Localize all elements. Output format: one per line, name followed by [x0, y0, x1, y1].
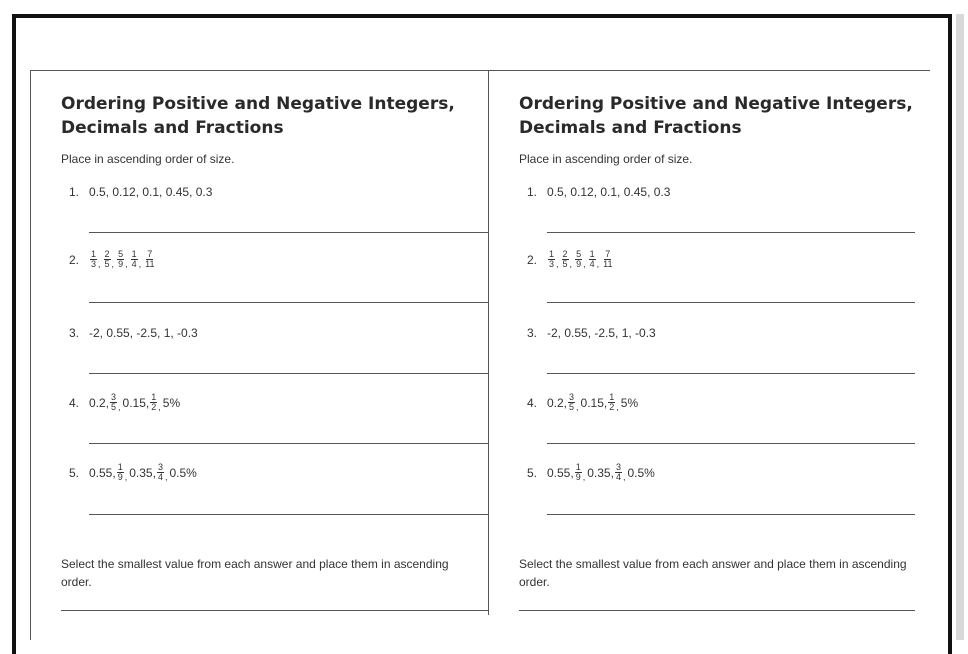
answer-line-4[interactable] — [89, 443, 489, 444]
question-2: 2. $\frac{1}{3}$ , $\frac{2}{5}$ , $\frac{5}{9}$ , $\frac{1}{4}$ , $\frac{7}{11}$ — [527, 249, 613, 269]
question-number: 1. — [527, 185, 538, 199]
question-number: 2. — [527, 252, 538, 267]
fraction: $\frac{3}{4}$ — [157, 462, 163, 482]
fraction: $\frac{1}{4}$ — [131, 249, 137, 269]
question-number: 5. — [527, 465, 538, 480]
question-number: 3. — [527, 326, 538, 340]
answer-line-1[interactable] — [547, 232, 915, 233]
question-text: -2, 0.55, -2.5, 1, -0.3 — [547, 326, 656, 340]
question-3 — [69, 326, 198, 340]
value-text: 5% — [620, 395, 639, 410]
fraction: $\frac{1}{3}$ — [549, 249, 555, 269]
value-text: 0.2, — [547, 395, 568, 410]
fraction: $\frac{2}{5}$ — [104, 249, 110, 269]
value-text: 0.55, — [89, 465, 116, 480]
fraction: $\frac{1}{3}$ — [91, 249, 97, 269]
title-line-1: Ordering Positive and Negative Integers, — [519, 94, 913, 114]
question-number: 3. — [69, 326, 80, 340]
fraction: $\frac{3}{5}$ — [111, 392, 117, 412]
question-text: -2, 0.55, -2.5, 1, -0.3 — [89, 326, 198, 340]
answer-line-1[interactable] — [89, 232, 489, 233]
question-3 — [527, 326, 656, 340]
question-number: 2. — [69, 252, 80, 267]
question-5: 5. 0.55, $\frac{1}{9}$ , 0.35, $\frac{3}{4}$ , 0.5% — [527, 462, 655, 482]
value-text: 5% — [162, 395, 181, 410]
fraction: $\frac{2}{5}$ — [562, 249, 568, 269]
column-divider — [488, 70, 489, 615]
question-number: 5. — [69, 465, 80, 480]
answer-line-2[interactable] — [547, 302, 915, 303]
value-text: 0.15, — [580, 395, 608, 410]
answer-line-5[interactable] — [89, 514, 489, 515]
final-answer-line[interactable] — [61, 610, 489, 611]
fraction: $\frac{1}{2}$ — [609, 392, 615, 412]
title-line-1: Ordering Positive and Negative Integers, — [61, 94, 455, 114]
title-line-2: Decimals and Fractions — [519, 118, 742, 138]
value-text: 0.5% — [169, 465, 197, 480]
fraction: $\frac{5}{9}$ — [576, 249, 582, 269]
question-4: 4. 0.2, $\frac{3}{5}$ , 0.15, $\frac{1}{2}$ , 5% — [69, 392, 181, 412]
question-text: 0.5, 0.12, 0.1, 0.45, 0.3 — [547, 185, 671, 199]
question-text: 0.5, 0.12, 0.1, 0.45, 0.3 — [89, 185, 213, 199]
value-text: 0.55, — [547, 465, 574, 480]
question-1 — [69, 185, 212, 199]
fraction: $\frac{3}{5}$ — [569, 392, 575, 412]
fraction: $\frac{7}{11}$ — [603, 249, 613, 269]
worksheet-title — [519, 92, 919, 140]
answer-line-5[interactable] — [547, 514, 915, 515]
question-number: 4. — [527, 395, 538, 410]
instruction-text: Place in ascending order of size. — [519, 152, 693, 166]
question-2: 2. $\frac{1}{3}$ , $\frac{2}{5}$ , $\frac{5}{9}$ , $\frac{1}{4}$ , $\frac{7}{11}$ — [69, 249, 155, 269]
worksheet-title — [61, 92, 461, 140]
answer-line-3[interactable] — [89, 373, 489, 374]
value-text: 0.15, — [122, 395, 150, 410]
value-text: 0.35, — [587, 465, 614, 480]
answer-line-4[interactable] — [547, 443, 915, 444]
question-1 — [527, 185, 670, 199]
frame-shadow — [956, 14, 964, 640]
question-4: 4. 0.2, $\frac{3}{5}$ , 0.15, $\frac{1}{2}$ , 5% — [527, 392, 639, 412]
question-number: 4. — [69, 395, 80, 410]
bottom-instruction: Select the smallest value from each answer and place them in ascending order. — [519, 557, 907, 589]
fraction: $\frac{3}{4}$ — [615, 462, 621, 482]
value-text: 0.2, — [89, 395, 110, 410]
title-line-2: Decimals and Fractions — [61, 118, 284, 138]
instruction-text: Place in ascending order of size. — [61, 152, 235, 166]
fraction: $\frac{1}{4}$ — [589, 249, 595, 269]
fraction: $\frac{7}{11}$ — [145, 249, 155, 269]
answer-line-2[interactable] — [89, 302, 489, 303]
value-text: 0.35, — [129, 465, 156, 480]
question-number: 1. — [69, 185, 80, 199]
question-5: 5. 0.55, $\frac{1}{9}$ , 0.35, $\frac{3}{4}$ , 0.5% — [69, 462, 197, 482]
fraction: $\frac{1}{9}$ — [575, 462, 581, 482]
answer-line-3[interactable] — [547, 373, 915, 374]
final-answer-line[interactable] — [519, 610, 915, 611]
bottom-instruction: Select the smallest value from each answer and place them in ascending order. — [61, 557, 449, 589]
fraction: $\frac{5}{9}$ — [118, 249, 124, 269]
fraction: $\frac{1}{9}$ — [117, 462, 123, 482]
value-text: 0.5% — [627, 465, 655, 480]
fraction: $\frac{1}{2}$ — [151, 392, 157, 412]
